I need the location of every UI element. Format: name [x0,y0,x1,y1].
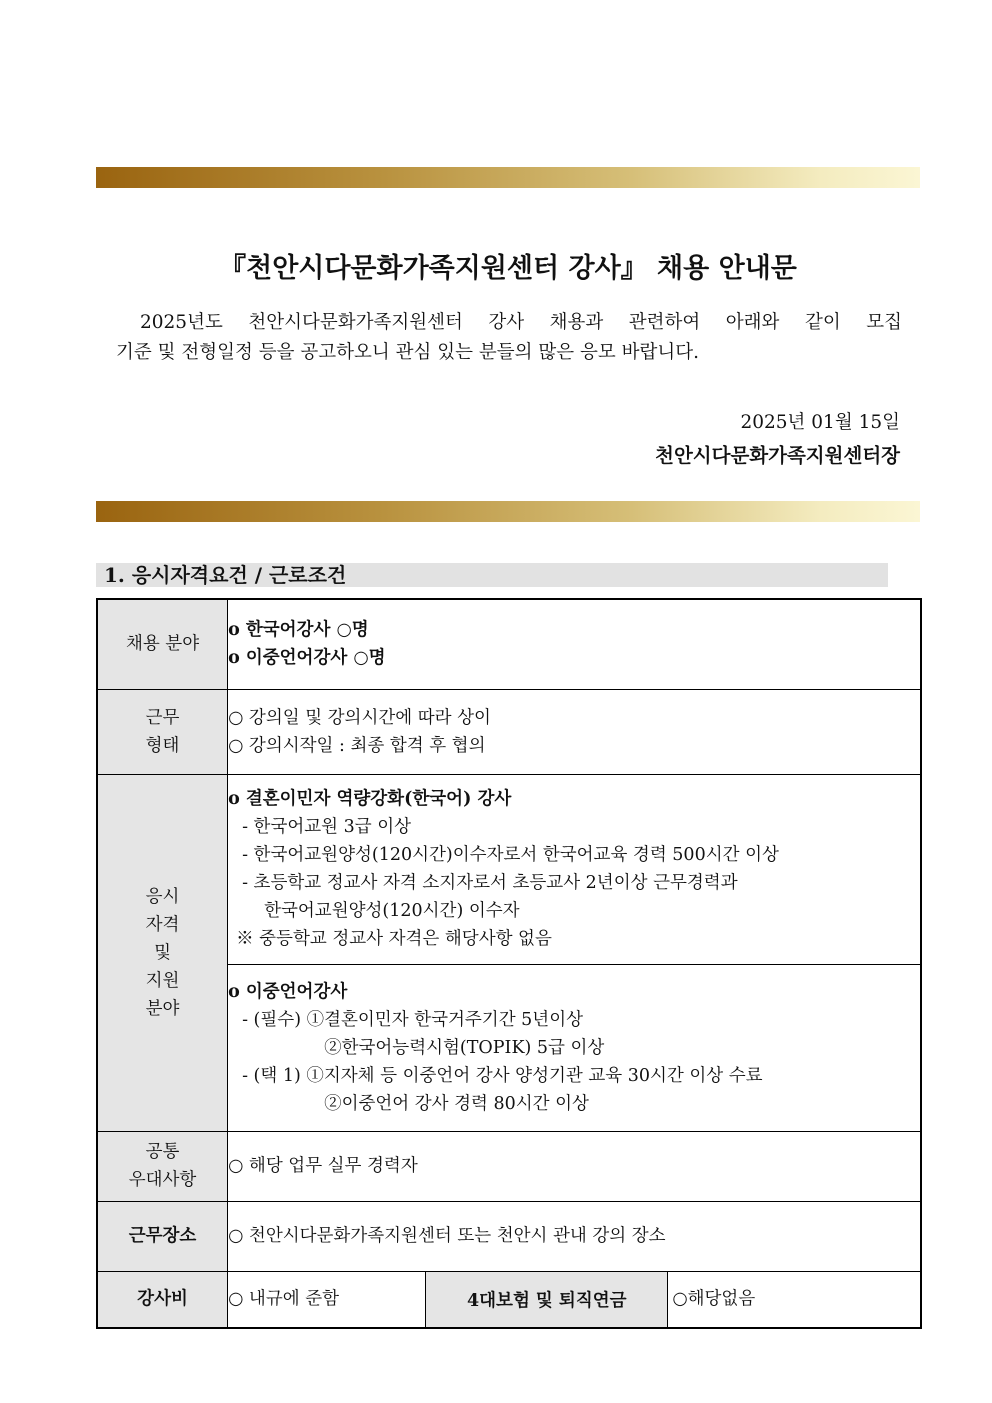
qual-a-title: o 결혼이민자 역량강화(한국어) 강사 [228,789,512,809]
qual-a-note: ※ 중등학교 정교사 자격은 해당사항 없음 [236,929,552,949]
recruit-field-korean: o 한국어강사 ○명 [228,620,369,641]
work-type-line-1: ○ 강의일 및 강의시간에 따라 상이 [228,707,491,728]
intro-paragraph [116,308,902,368]
recruit-field-bilingual: o 이중언어강사 ○명 [228,648,386,669]
qual-a-item-3: - 초등학교 정교사 자격 소지자로서 초등교사 2년이상 근무경력과 [242,873,738,893]
label-qual-3: 및 [154,942,171,963]
notice-date: 2025년 01월 15일 [740,412,900,433]
intro-line-2: 기준 및 전형일정 등을 공고하오니 관심 있는 분들의 많은 응모 바랍니다. [116,342,699,363]
label-recruit-field: 채용 분야 [97,599,228,689]
notice-signer: 천안시다문화가족지원센터장 [655,444,900,467]
qual-b-req-1b: ②한국어능력시험(TOPIK) 5급 이상 [324,1037,605,1058]
qualification-block-a [228,774,921,964]
qual-a-item-1: - 한국어교원 3급 이상 [242,817,412,837]
qual-a-item-2: - 한국어교원양성(120시간)이수자로서 한국어교육 경력 500시간 이상 [242,845,779,865]
label-qual-1: 응시 [145,886,180,907]
qual-b-req-2: - (택 1) ①지자체 등 이중언어 강사 양성기관 교육 30시간 이상 수료 [242,1065,763,1086]
label-preference [97,1131,228,1201]
label-work-type-line2: 형태 [145,735,180,756]
label-location: 근무장소 [97,1201,228,1271]
label-pay: 강사비 [97,1271,228,1328]
label-qual-5: 분야 [145,998,180,1019]
label-preference-line1: 공통 [145,1142,180,1162]
label-insurance: 4대보험 및 퇴직연금 [426,1271,668,1328]
label-qual-2: 자격 [145,914,180,935]
qual-b-req-1: - (필수) ①결혼이민자 한국거주기간 5년이상 [242,1009,584,1030]
qual-b-req-2b: ②이중언어 강사 경력 80시간 이상 [324,1093,589,1114]
recruit-field-content [228,599,921,689]
insurance-content: ○해당없음 [668,1271,921,1328]
label-work-type [97,689,228,774]
page-title: 『천안시다문화가족지원센터 강사』 채용 안내문 [219,253,797,284]
intro-line-1: 2025년도 천안시다문화가족지원센터 강사 채용과 관련하여 아래와 같이 모집 [140,312,902,333]
top-gold-divider [96,167,920,188]
label-work-type-line1: 근무 [145,707,180,728]
qual-a-item-3-cont: 한국어교원양성(120시간) 이수자 [264,901,520,921]
requirements-table [96,598,922,1329]
row-pay [97,1271,921,1328]
row-recruit-field [97,599,921,689]
row-preference [97,1131,921,1201]
pay-content: ○ 내규에 준함 [228,1271,426,1328]
label-qual-4: 지원 [145,970,180,991]
work-type-line-2: ○ 강의시작일 : 최종 합격 후 협의 [228,735,486,756]
qual-b-title: o 이중언어강사 [228,981,348,1002]
row-work-type [97,689,921,774]
label-qualification [97,774,228,1131]
preference-content: ○ 해당 업무 실무 경력자 [228,1131,921,1201]
row-location [97,1201,921,1271]
bottom-gold-divider [96,501,920,522]
label-preference-line2: 우대사항 [128,1170,197,1190]
location-content: ○ 천안시다문화가족지원센터 또는 천안시 관내 강의 장소 [228,1201,921,1271]
row-qualification-a [97,774,921,964]
section-heading: 1. 응시자격요건 / 근로조건 [96,563,888,587]
qualification-block-b [228,964,921,1131]
work-type-content [228,689,921,774]
